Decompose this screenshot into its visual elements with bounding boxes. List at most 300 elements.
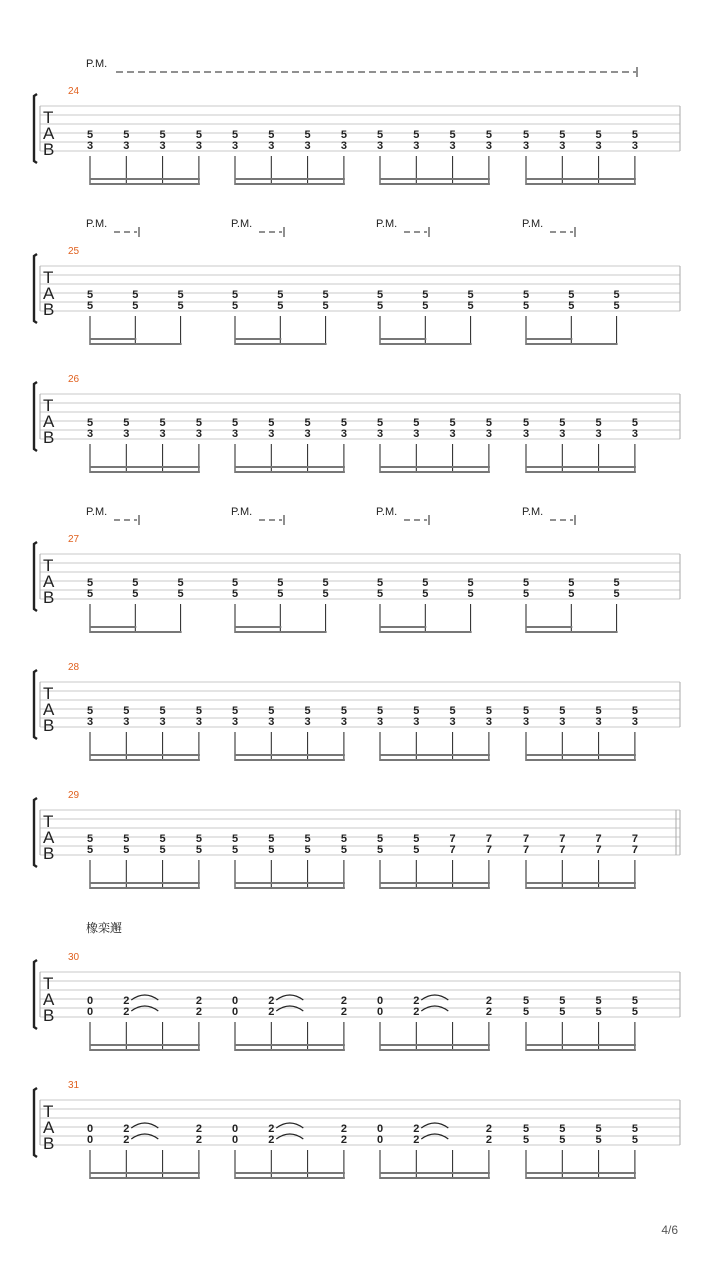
beam-secondary [235, 466, 345, 468]
beam-primary [526, 759, 636, 761]
fret-number: 5 [277, 577, 284, 589]
fret-number: 7 [595, 833, 602, 845]
fret-number: 5 [522, 1006, 530, 1018]
fret-number: 5 [268, 844, 275, 856]
beam-secondary [235, 178, 345, 180]
beam-primary [235, 631, 327, 633]
system-bracket [34, 960, 37, 1029]
fret-number: 2 [413, 995, 420, 1007]
fret-number: 2 [195, 1123, 202, 1135]
fret-number: 3 [304, 716, 311, 728]
fret-number: 5 [86, 833, 94, 845]
beam-primary [235, 1177, 345, 1179]
fret-number: 5 [231, 289, 239, 301]
fret-number: 5 [132, 577, 139, 589]
fret-number: 2 [123, 1006, 130, 1018]
fret-number: 3 [195, 428, 202, 440]
fret-number: 2 [485, 1123, 492, 1135]
fret-number: 5 [268, 129, 275, 141]
fret-number: 5 [631, 705, 638, 717]
fret-number: 5 [631, 1123, 638, 1135]
fret-number: 7 [631, 844, 638, 856]
fret-number: 5 [376, 289, 384, 301]
fret-number: 5 [195, 129, 202, 141]
system-bracket [34, 670, 37, 739]
fret-number: 3 [123, 716, 130, 728]
system-bracket [34, 94, 37, 163]
beam-primary [526, 1177, 636, 1179]
fret-number: 5 [340, 833, 347, 845]
fret-number: 5 [340, 129, 347, 141]
fret-number: 3 [595, 428, 602, 440]
palm-mute-label: P.M. [231, 218, 253, 230]
fret-number: 5 [559, 1006, 566, 1018]
fret-number: 2 [268, 1006, 275, 1018]
fret-number: 5 [413, 705, 420, 717]
measure-number: 25 [68, 246, 80, 257]
fret-number: 5 [595, 1123, 602, 1135]
beam-primary [90, 1177, 200, 1179]
beam-primary [235, 183, 345, 185]
fret-number: 0 [376, 1134, 384, 1146]
fret-number: 5 [268, 833, 275, 845]
fret-number: 5 [568, 289, 575, 301]
beam-primary [235, 1049, 345, 1051]
fret-number: 3 [413, 140, 420, 152]
beam-primary [380, 343, 472, 345]
fret-number: 5 [522, 588, 530, 600]
beam-primary [380, 471, 490, 473]
fret-number: 5 [231, 417, 239, 429]
palm-mute-label: P.M. [522, 218, 544, 230]
fret-number: 5 [422, 588, 429, 600]
fret-number: 5 [322, 577, 329, 589]
fret-number: 3 [449, 140, 456, 152]
fret-number: 5 [467, 577, 474, 589]
fret-number: 3 [413, 716, 420, 728]
tab-clef-letter: A [43, 572, 55, 591]
beam-secondary [526, 466, 636, 468]
beam-primary [235, 887, 345, 889]
fret-number: 5 [132, 588, 139, 600]
beam-secondary [380, 178, 490, 180]
fret-number: 5 [595, 417, 602, 429]
fret-number: 5 [485, 705, 492, 717]
palm-mute-label: P.M. [86, 218, 108, 230]
measure-number: 31 [68, 1080, 80, 1091]
beam-primary [90, 759, 200, 761]
fret-number: 5 [340, 417, 347, 429]
tab-clef-letter: T [43, 108, 54, 127]
fret-number: 5 [304, 129, 311, 141]
fret-number: 5 [422, 577, 429, 589]
fret-number: 5 [568, 300, 575, 312]
fret-number: 0 [231, 995, 239, 1007]
fret-number: 5 [86, 289, 94, 301]
beam-primary [526, 183, 636, 185]
fret-number: 3 [340, 428, 347, 440]
fret-number: 5 [304, 844, 311, 856]
fret-number: 5 [559, 129, 566, 141]
fret-number: 3 [231, 428, 239, 440]
fret-number: 5 [522, 995, 530, 1007]
fret-number: 3 [268, 140, 275, 152]
fret-number: 5 [177, 289, 184, 301]
measure-number: 24 [68, 86, 80, 97]
fret-number: 7 [559, 833, 566, 845]
palm-mute-label: P.M. [376, 218, 398, 230]
beam-secondary [90, 626, 136, 628]
system-bracket [34, 798, 37, 867]
beam-secondary [235, 1172, 345, 1174]
fret-number: 0 [86, 1006, 94, 1018]
fret-number: 0 [376, 1006, 384, 1018]
fret-number: 5 [304, 417, 311, 429]
fret-number: 5 [195, 844, 202, 856]
fret-number: 5 [467, 300, 474, 312]
fret-number: 5 [413, 417, 420, 429]
beam-primary [380, 1177, 490, 1179]
beam-secondary [235, 754, 345, 756]
system-bracket [34, 382, 37, 451]
fret-number: 5 [631, 995, 638, 1007]
tab-clef-letter: A [43, 412, 55, 431]
fret-number: 5 [304, 705, 311, 717]
beam-primary [526, 343, 618, 345]
fret-number: 5 [595, 705, 602, 717]
beam-primary [380, 1049, 490, 1051]
fret-number: 5 [231, 300, 239, 312]
fret-number: 5 [422, 300, 429, 312]
fret-number: 0 [231, 1006, 239, 1018]
fret-number: 5 [376, 577, 384, 589]
beam-secondary [235, 626, 281, 628]
fret-number: 7 [559, 844, 566, 856]
palm-mute-label: P.M. [231, 506, 253, 518]
fret-number: 3 [376, 140, 384, 152]
fret-number: 3 [559, 140, 566, 152]
fret-number: 5 [522, 417, 530, 429]
fret-number: 5 [340, 705, 347, 717]
beam-secondary [380, 466, 490, 468]
beam-primary [380, 759, 490, 761]
tab-clef-letter: A [43, 700, 55, 719]
tab-clef-letter: T [43, 684, 54, 703]
beam-secondary [90, 466, 200, 468]
fret-number: 5 [231, 577, 239, 589]
fret-number: 3 [195, 140, 202, 152]
beam-primary [90, 183, 200, 185]
fret-number: 5 [231, 588, 239, 600]
fret-number: 5 [195, 833, 202, 845]
tab-clef-letter: B [43, 140, 55, 159]
tab-clef-letter: B [43, 844, 55, 863]
fret-number: 0 [231, 1134, 239, 1146]
beam-primary [235, 343, 327, 345]
fret-number: 5 [376, 300, 384, 312]
fret-number: 5 [613, 289, 620, 301]
system-bracket [34, 1088, 37, 1157]
fret-number: 3 [522, 716, 530, 728]
fret-number: 3 [449, 428, 456, 440]
beam-primary [90, 343, 182, 345]
fret-number: 5 [449, 705, 456, 717]
fret-number: 2 [340, 1134, 347, 1146]
fret-number: 5 [568, 588, 575, 600]
fret-number: 5 [86, 417, 94, 429]
fret-number: 7 [449, 833, 456, 845]
fret-number: 5 [376, 705, 384, 717]
palm-mute-label: P.M. [86, 506, 108, 518]
tab-clef-letter: T [43, 812, 54, 831]
tab-clef-letter: A [43, 828, 55, 847]
fret-number: 3 [123, 140, 130, 152]
fret-number: 5 [159, 833, 166, 845]
fret-number: 3 [595, 140, 602, 152]
fret-number: 2 [485, 995, 492, 1007]
fret-number: 3 [559, 428, 566, 440]
fret-number: 5 [595, 995, 602, 1007]
beam-secondary [526, 754, 636, 756]
fret-number: 2 [340, 995, 347, 1007]
tab-clef-letter: A [43, 1118, 55, 1137]
fret-number: 3 [631, 140, 638, 152]
fret-number: 5 [522, 129, 530, 141]
fret-number: 3 [631, 716, 638, 728]
measure-number: 30 [68, 952, 80, 963]
tab-clef-letter: T [43, 268, 54, 287]
fret-number: 3 [595, 716, 602, 728]
fret-number: 2 [123, 1123, 130, 1135]
fret-number: 5 [268, 417, 275, 429]
fret-number: 2 [268, 1123, 275, 1135]
fret-number: 5 [268, 705, 275, 717]
fret-number: 3 [86, 428, 94, 440]
fret-number: 2 [195, 995, 202, 1007]
beam-primary [526, 631, 618, 633]
fret-number: 5 [231, 833, 239, 845]
beam-secondary [380, 626, 426, 628]
fret-number: 5 [413, 129, 420, 141]
beam-secondary [380, 1172, 490, 1174]
fret-number: 5 [277, 588, 284, 600]
beam-primary [380, 631, 472, 633]
fret-number: 3 [268, 428, 275, 440]
fret-number: 7 [631, 833, 638, 845]
fret-number: 5 [522, 1123, 530, 1135]
fret-number: 5 [613, 588, 620, 600]
page-number: 4/6 [661, 1223, 678, 1237]
fret-number: 5 [195, 417, 202, 429]
fret-number: 3 [413, 428, 420, 440]
fret-number: 0 [376, 995, 384, 1007]
beam-secondary [235, 1044, 345, 1046]
fret-number: 5 [340, 844, 347, 856]
fret-number: 5 [231, 705, 239, 717]
fret-number: 5 [123, 833, 130, 845]
measure-number: 29 [68, 790, 80, 801]
fret-number: 5 [595, 1134, 602, 1146]
fret-number: 3 [631, 428, 638, 440]
fret-number: 7 [485, 844, 492, 856]
fret-number: 5 [159, 129, 166, 141]
fret-number: 3 [522, 428, 530, 440]
fret-number: 5 [413, 833, 420, 845]
fret-number: 5 [595, 129, 602, 141]
tab-clef-letter: T [43, 1102, 54, 1121]
fret-number: 3 [231, 140, 239, 152]
tab-clef-letter: B [43, 300, 55, 319]
fret-number: 3 [195, 716, 202, 728]
fret-number: 3 [159, 428, 166, 440]
fret-number: 2 [123, 1134, 130, 1146]
beam-primary [90, 887, 200, 889]
fret-number: 5 [277, 289, 284, 301]
system-bracket [34, 542, 37, 611]
fret-number: 5 [559, 995, 566, 1007]
fret-number: 5 [485, 129, 492, 141]
palm-mute-label: P.M. [522, 506, 544, 518]
fret-number: 3 [522, 140, 530, 152]
beam-secondary [380, 754, 490, 756]
tab-clef-letter: B [43, 588, 55, 607]
fret-number: 3 [376, 428, 384, 440]
fret-number: 5 [631, 1006, 638, 1018]
fret-number: 5 [322, 588, 329, 600]
fret-number: 3 [559, 716, 566, 728]
fret-number: 3 [340, 140, 347, 152]
beam-secondary [90, 338, 136, 340]
fret-number: 5 [568, 577, 575, 589]
fret-number: 3 [231, 716, 239, 728]
fret-number: 5 [522, 300, 530, 312]
fret-number: 5 [86, 844, 94, 856]
fret-number: 5 [304, 833, 311, 845]
fret-number: 5 [559, 417, 566, 429]
fret-number: 7 [522, 844, 530, 856]
fret-number: 0 [86, 1134, 94, 1146]
beam-secondary [90, 1044, 200, 1046]
beam-primary [380, 887, 490, 889]
fret-number: 0 [86, 1123, 94, 1135]
fret-number: 5 [522, 1134, 530, 1146]
fret-number: 7 [485, 833, 492, 845]
measure-number: 26 [68, 374, 80, 385]
fret-number: 3 [86, 140, 94, 152]
tab-clef-letter: A [43, 124, 55, 143]
fret-number: 5 [132, 300, 139, 312]
fret-number: 5 [449, 417, 456, 429]
beam-secondary [380, 338, 426, 340]
fret-number: 3 [376, 716, 384, 728]
fret-number: 5 [231, 844, 239, 856]
fret-number: 2 [413, 1123, 420, 1135]
fret-number: 5 [376, 588, 384, 600]
tab-clef-letter: B [43, 428, 55, 447]
fret-number: 5 [177, 588, 184, 600]
fret-number: 5 [86, 705, 94, 717]
beam-primary [90, 471, 200, 473]
beam-secondary [526, 626, 572, 628]
fret-number: 2 [485, 1006, 492, 1018]
beam-secondary [380, 882, 490, 884]
fret-number: 5 [86, 300, 94, 312]
fret-number: 5 [177, 300, 184, 312]
fret-number: 5 [195, 705, 202, 717]
beam-primary [235, 759, 345, 761]
fret-number: 3 [86, 716, 94, 728]
palm-mute-label: P.M. [376, 506, 398, 518]
fret-number: 5 [159, 417, 166, 429]
fret-number: 5 [613, 300, 620, 312]
beam-secondary [235, 882, 345, 884]
beam-secondary [235, 338, 281, 340]
beam-primary [526, 1049, 636, 1051]
fret-number: 5 [559, 1134, 566, 1146]
beam-secondary [380, 1044, 490, 1046]
measure-number: 27 [68, 534, 80, 545]
fret-number: 5 [123, 705, 130, 717]
beam-primary [380, 183, 490, 185]
fret-number: 5 [559, 1123, 566, 1135]
beam-secondary [90, 754, 200, 756]
fret-number: 3 [304, 140, 311, 152]
fret-number: 7 [522, 833, 530, 845]
beam-secondary [526, 338, 572, 340]
fret-number: 5 [449, 129, 456, 141]
fret-number: 5 [631, 417, 638, 429]
beam-primary [526, 887, 636, 889]
fret-number: 2 [340, 1006, 347, 1018]
fret-number: 3 [485, 428, 492, 440]
fret-number: 2 [195, 1134, 202, 1146]
fret-number: 3 [268, 716, 275, 728]
fret-number: 3 [159, 140, 166, 152]
fret-number: 2 [413, 1134, 420, 1146]
fret-number: 5 [322, 300, 329, 312]
fret-number: 2 [268, 1134, 275, 1146]
tab-clef-letter: T [43, 396, 54, 415]
fret-number: 5 [595, 1006, 602, 1018]
fret-number: 5 [376, 129, 384, 141]
fret-number: 5 [522, 289, 530, 301]
fret-number: 5 [123, 844, 130, 856]
beam-secondary [526, 1172, 636, 1174]
tab-clef-letter: T [43, 556, 54, 575]
tab-clef-letter: B [43, 716, 55, 735]
fret-number: 3 [159, 716, 166, 728]
fret-number: 5 [86, 577, 94, 589]
beam-secondary [526, 1044, 636, 1046]
fret-number: 5 [159, 844, 166, 856]
fret-number: 5 [86, 129, 94, 141]
fret-number: 3 [340, 716, 347, 728]
fret-number: 2 [413, 1006, 420, 1018]
section-label: 橡栾邂 [86, 921, 123, 935]
fret-number: 5 [467, 289, 474, 301]
fret-number: 2 [195, 1006, 202, 1018]
tab-clef-letter: A [43, 990, 55, 1009]
fret-number: 5 [467, 588, 474, 600]
fret-number: 3 [485, 716, 492, 728]
fret-number: 5 [613, 577, 620, 589]
beam-secondary [526, 882, 636, 884]
beam-primary [90, 1049, 200, 1051]
palm-mute-label: P.M. [86, 58, 108, 70]
fret-number: 7 [449, 844, 456, 856]
fret-number: 5 [413, 844, 420, 856]
fret-number: 5 [132, 289, 139, 301]
